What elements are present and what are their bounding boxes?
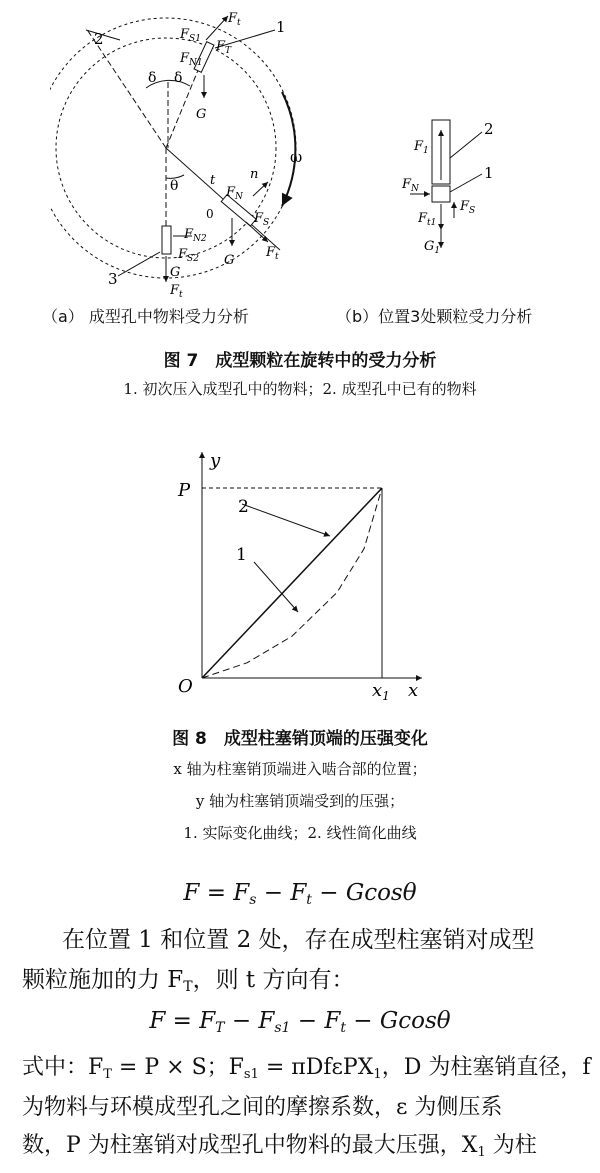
paragraph-line-4: 为物料与环模成型孔之间的摩擦系数，ε 为侧压系	[22, 1095, 503, 1120]
force-ft-top: $F_t$	[228, 11, 241, 28]
force-g-top: G	[196, 107, 207, 122]
paragraph-line-3: 式中：FT = P × S；Fs1 = πDfεPX1，D 为柱塞销直径，f	[22, 1055, 591, 1082]
paragraph-line-5: 数，P 为柱塞销对成型孔中物料的最大压强，X1 为柱	[22, 1133, 537, 1160]
paragraph-line-2: 颗粒施加的力 FT，则 t 方向有：	[22, 967, 355, 995]
figure8-note-1: x 轴为柱塞销顶端进入啮合部的位置；	[173, 760, 427, 778]
callout-2: 2	[94, 30, 104, 48]
force-ft-mid: $F_t$	[266, 245, 279, 262]
force-g-mid: G	[224, 253, 235, 268]
angle-delta-2: δ	[174, 70, 183, 86]
figure8-chart	[150, 440, 450, 710]
angle-theta: θ	[170, 178, 179, 194]
label-2-leader	[242, 504, 330, 536]
zero-label: 0	[206, 207, 214, 221]
figure7-title: 图 7 成型颗粒在旋转中的受力分析	[163, 351, 437, 371]
series-2-label: 2	[238, 497, 249, 517]
force-fs2: $F_{S2}$	[178, 247, 199, 264]
series-2-line	[202, 488, 382, 678]
y-tick-p: P	[178, 480, 191, 501]
outer-ring	[50, 18, 296, 278]
b-force-g1: $G_1$	[424, 239, 441, 256]
callout-3: 3	[108, 270, 118, 288]
figure8-note-2: y 轴为柱塞销顶端受到的压强；	[195, 792, 405, 810]
y-axis-label: y	[210, 450, 221, 471]
force-fn2: $F_{N2}$	[184, 227, 207, 244]
equation-2: F = FT − Fs1 − Ft − Gcosθ	[149, 1008, 451, 1036]
b-force-fn: $F_N$	[402, 177, 419, 194]
x-tick-x1: $x_1$	[372, 680, 390, 703]
origin-label: O	[178, 676, 193, 697]
subcaption-b: （b）位置3处颗粒受力分析	[336, 307, 533, 326]
force-ft: $F_T$	[216, 39, 232, 56]
b-force-fs: $F_S$	[460, 199, 476, 216]
particle-3	[162, 226, 171, 254]
force-fs1: $F_{S1}$	[180, 27, 201, 44]
paragraph-line-1: 在位置 1 和位置 2 处，存在成型柱塞销对成型	[62, 927, 535, 953]
subcaption-a: （a） 成型孔中物料受力分析	[42, 307, 249, 326]
force-fs: $F_S$	[254, 211, 270, 228]
label-1-leader	[254, 562, 298, 612]
force-g-bottom: G	[170, 265, 181, 280]
axis-t: t	[210, 173, 216, 188]
omega-label: ω	[290, 148, 303, 166]
angle-delta-1: δ	[148, 70, 157, 86]
figure7-left-diagram	[50, 0, 340, 300]
axis-n: n	[250, 167, 259, 182]
b-force-f1: $F_1$	[414, 139, 429, 156]
series-1-label: 1	[236, 545, 247, 565]
b-callout-2: 2	[484, 120, 494, 138]
force-ft-bottom: $F_t$	[170, 283, 183, 300]
figure7-legend: 1. 初次压入成型孔中的物料；2. 成型孔中已有的物料	[123, 380, 477, 398]
b-force-ft1: $F_{t1}$	[418, 211, 437, 228]
callout-1: 1	[276, 18, 286, 36]
force-fn: $F_N$	[226, 185, 243, 202]
b-callout-1: 1	[484, 164, 494, 182]
x-axis-label: x	[408, 680, 419, 701]
particle-1-box	[432, 186, 450, 202]
figure7-right-diagram	[380, 110, 520, 270]
equation-1: F = Fs − Ft − Gcosθ	[183, 880, 417, 908]
figure8-title: 图 8 成型柱塞销顶端的压强变化	[172, 729, 428, 749]
force-fn1: $F_{N1}$	[180, 51, 203, 68]
figure8-note-3: 1. 实际变化曲线；2. 线性简化曲线	[183, 824, 417, 842]
